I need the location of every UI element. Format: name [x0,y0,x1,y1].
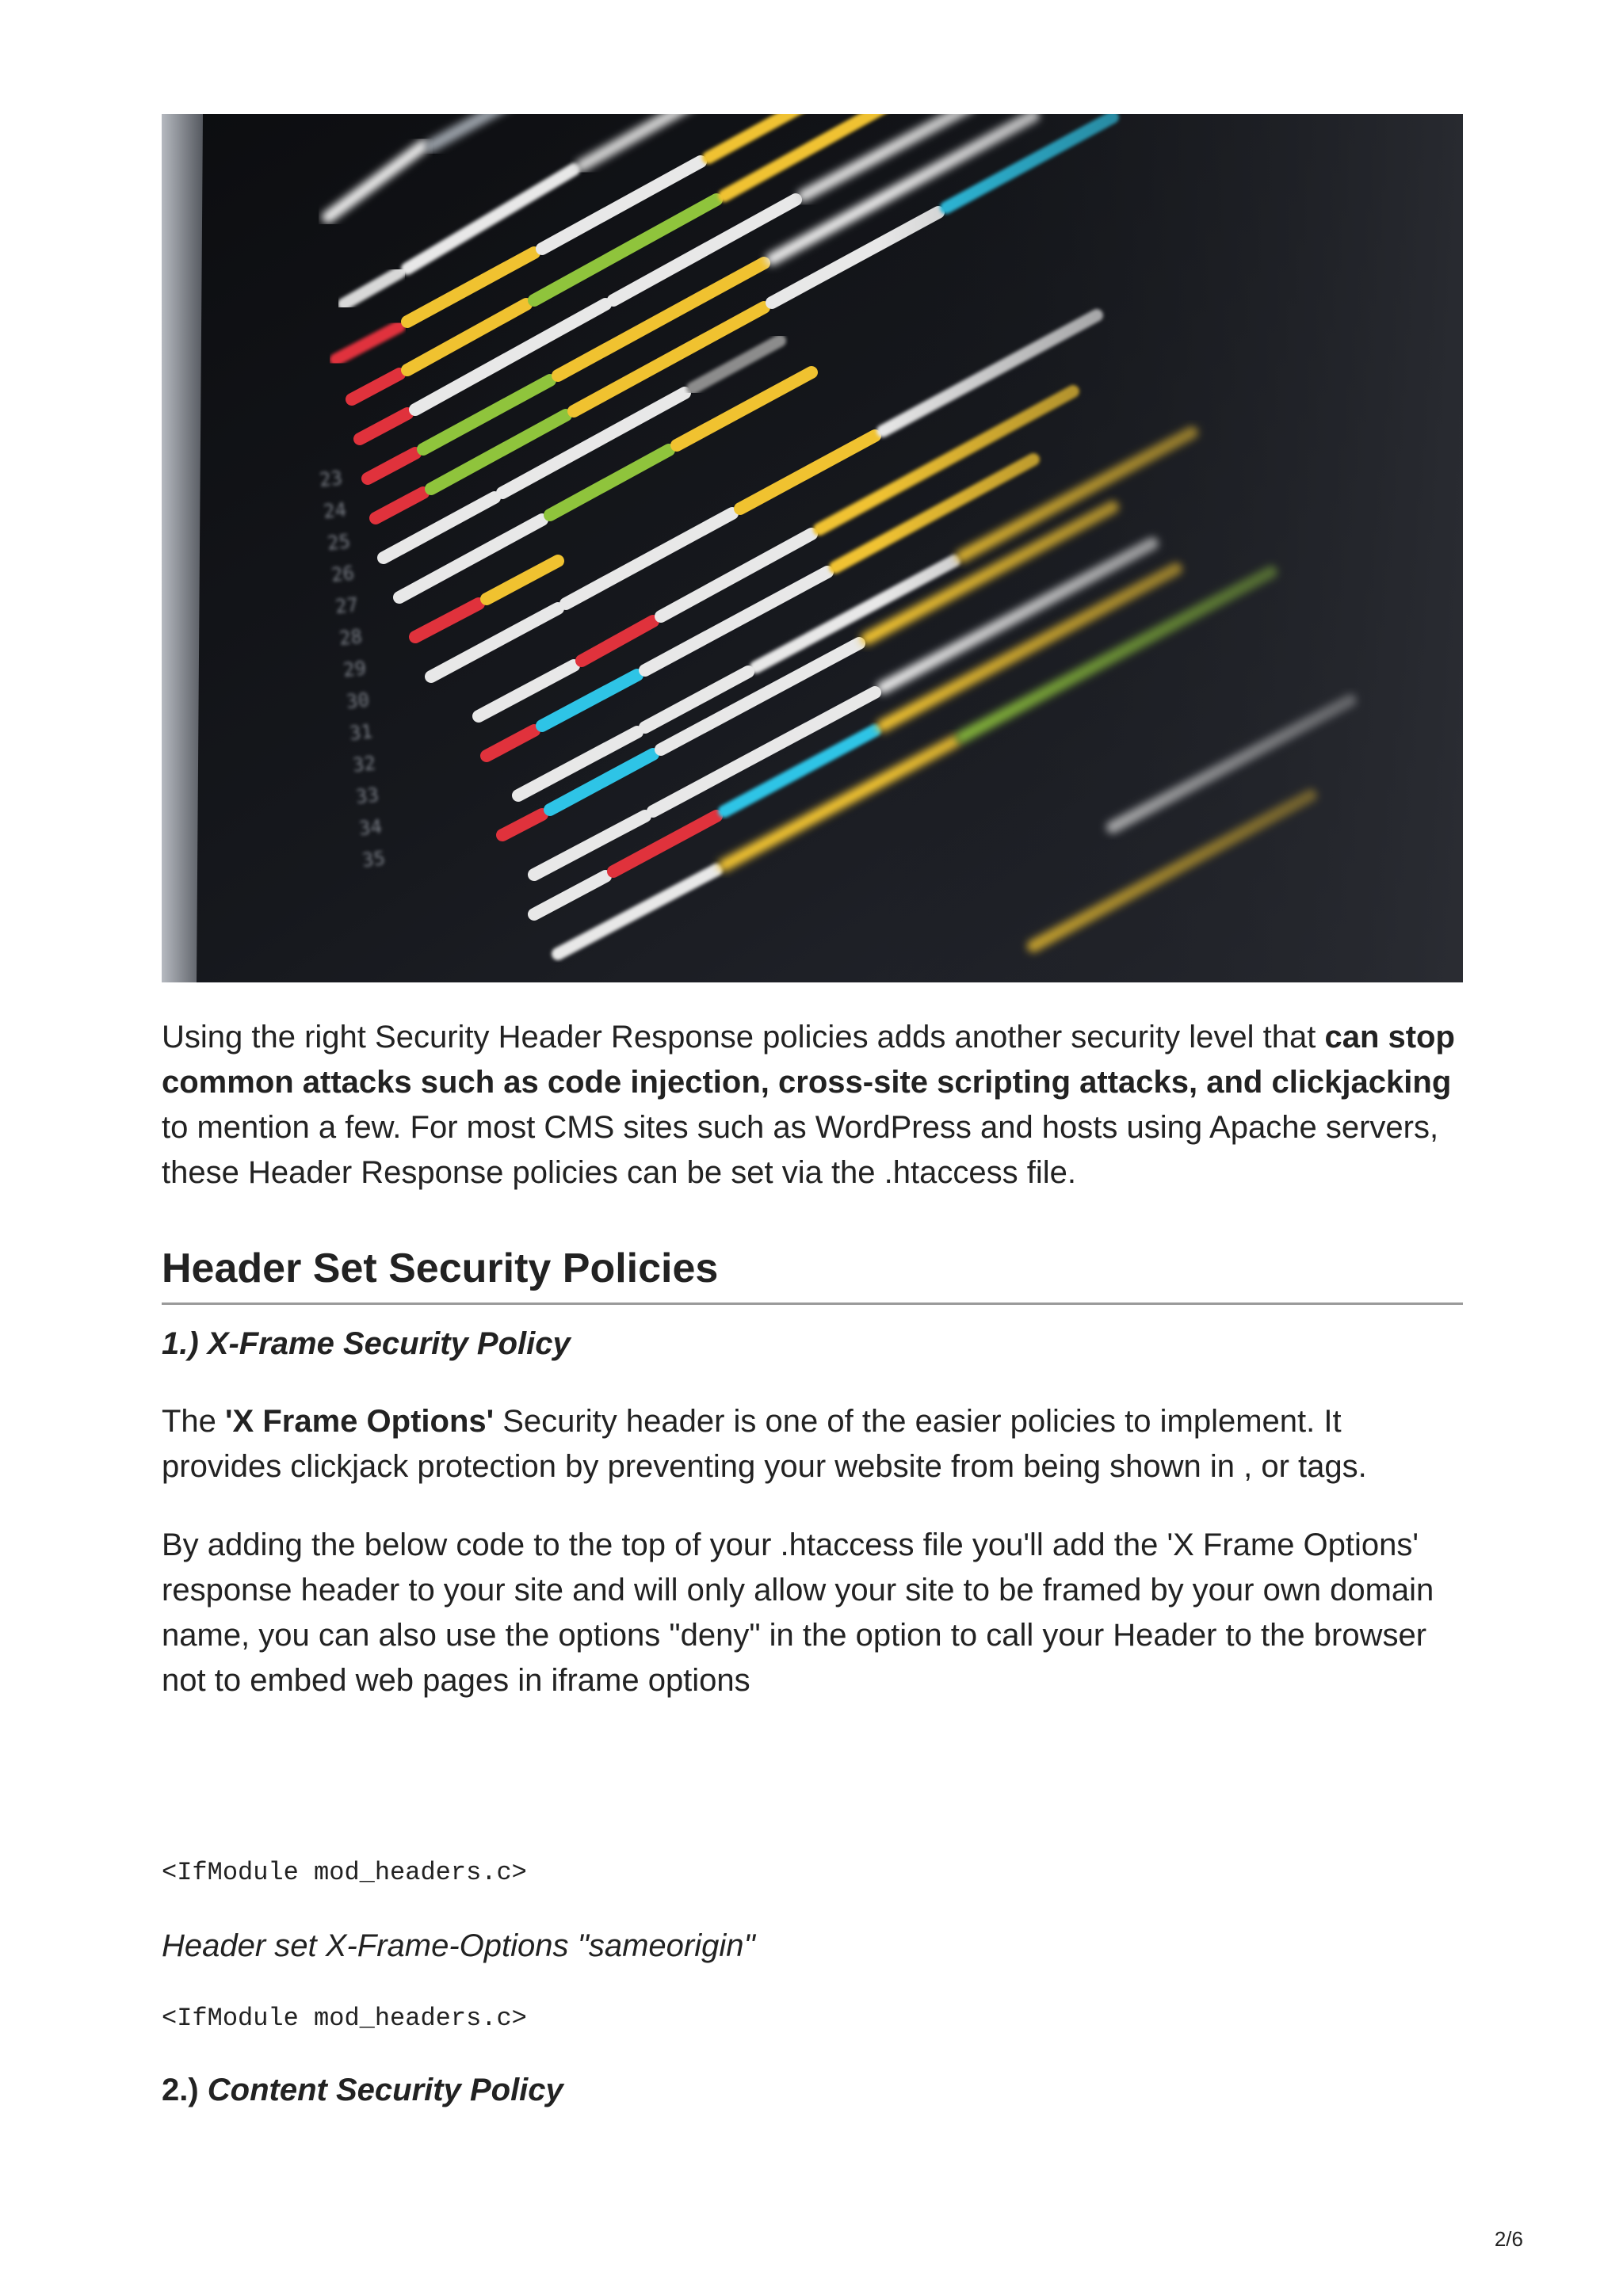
policy1-heading-block [162,1322,1463,1367]
intro-paragraph [162,1015,1463,1196]
section-heading: Header Set Security Policies [162,1245,719,1291]
policy1-heading: 1.) X-Frame Security Policy [162,1326,571,1361]
code-header-line: Header set X-Frame-Options "sameorigin" [162,1928,755,1963]
policy2-title: Content Security Policy [207,2073,563,2107]
page-number: 2/6 [1494,2227,1523,2251]
code-open-tag: <IfModule mod_headers.c> [162,1858,527,1887]
policy1-paragraph-1 [162,1399,1463,1489]
policy1-paragraph-1-block [162,1399,1463,1489]
intro-paragraph-block [162,1015,1463,1196]
policy1-p1-text-1: The [162,1404,226,1439]
policy1-p1-text-2: Security header is one of the easier policies to implement. It provides clickjack protection by preventing your website from being shown in , or tags. [162,1404,1367,1484]
policy2-heading-block [162,2068,1463,2113]
code-open-block [162,1855,1463,1890]
policy2-heading [162,2068,1463,2113]
intro-bold-text: can stop common attacks such as code injection, cross-site scripting attacks, and clickjacking [162,1020,1455,1100]
code-header-line-block [162,1924,1463,1969]
intro-text-2: to mention a few. For most CMS sites such as WordPress and hosts using Apache servers, these Header Response policies can be set via the .htaccess file. [162,1110,1439,1190]
intro-text-1: Using the right Security Header Response policies adds another security level that [162,1020,1325,1055]
policy1-paragraph-2-block [162,1523,1463,1703]
code-screenshot-image [162,114,1463,982]
code-close-block [162,2001,1463,2036]
section-divider [162,1302,1463,1305]
code-close-tag: <IfModule mod_headers.c> [162,2004,527,2033]
policy1-p1-bold: 'X Frame Options' [225,1404,495,1439]
policy1-paragraph-2: By adding the below code to the top of your .htaccess file you'll add the 'X Frame Options' response header to your site and will only allow your site to be framed by your own domain name, you can also use the options "deny" in the option to call your Header to the browser not to embed web pages in iframe options [162,1527,1434,1698]
policy2-number: 2.) [162,2073,208,2107]
